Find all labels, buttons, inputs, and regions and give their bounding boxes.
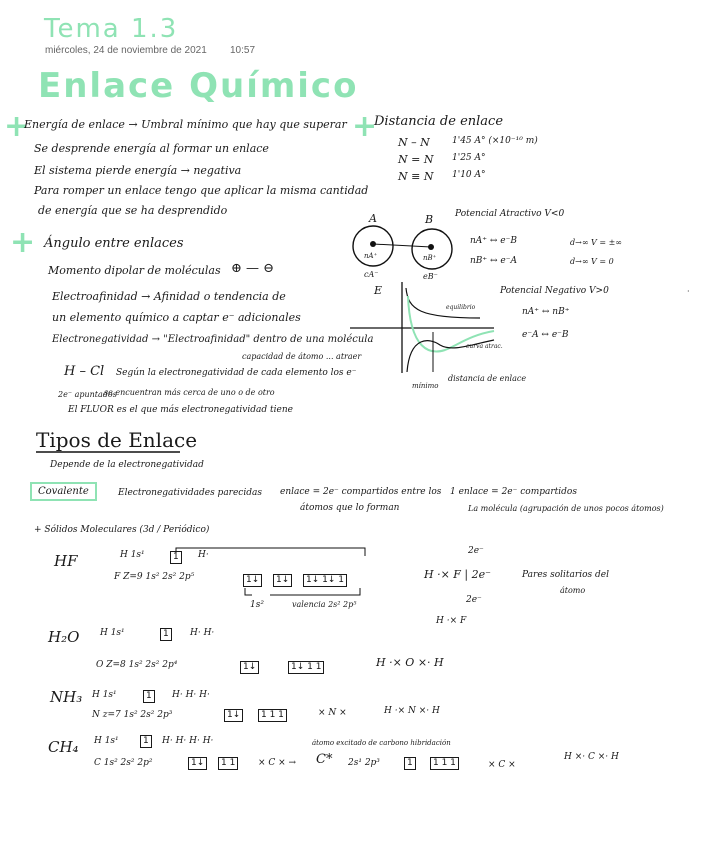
- note-line: Según la electronegatividad de cada elemento los e⁻: [116, 368, 357, 378]
- config-line: H·: [198, 550, 209, 560]
- config-line: H· H· H· H·: [162, 736, 214, 746]
- covalente-box: Covalente: [30, 482, 97, 501]
- lewis-label: 2e⁻: [468, 546, 484, 556]
- note-line: El FLUOR es el que más electronegatividad tiene: [68, 405, 293, 415]
- orbital-box: 1 1 1: [258, 709, 287, 722]
- graph-label: equilibrio: [446, 304, 476, 311]
- note-line: Energía de enlace → Umbral mínimo que hay que superar: [24, 118, 347, 131]
- note-line: Se desprende energía al formar un enlace: [34, 142, 269, 155]
- bond-value: 1'25 A°: [452, 153, 486, 163]
- section-heading: Tipos de Enlace: [36, 428, 198, 452]
- config-line: H 1s¹: [94, 736, 119, 746]
- graph-axis-label: E: [374, 284, 383, 297]
- atom-label: A: [369, 212, 377, 225]
- electron-label: cA⁻: [364, 270, 379, 279]
- lewis-structure: H ·× N ×· H: [384, 706, 440, 716]
- graph-label: distancia de enlace: [448, 374, 527, 383]
- config-line: C 1s² 2s² 2p²: [94, 758, 153, 768]
- atom-label: B: [425, 213, 434, 226]
- orbital-box: 1: [404, 757, 416, 770]
- note-line: Para romper un enlace tengo que aplicar la misma cantidad: [34, 184, 369, 197]
- orbital-box: 1↓ 1 1: [288, 661, 324, 674]
- page-title: Tema 1.3: [44, 14, 179, 44]
- page-subtitle: Enlace Químico: [38, 66, 359, 106]
- plus-marker: +: [10, 225, 36, 260]
- note-line: Momento dipolar de moléculas: [48, 264, 221, 277]
- note-heading: Distancia de enlace: [374, 114, 504, 129]
- orbital-box: 1: [160, 628, 172, 641]
- orbital-box: 1↓: [240, 661, 259, 674]
- config-line: O Z=8 1s² 2s² 2p⁴: [96, 660, 178, 670]
- bond-label: N ≡ N: [398, 170, 434, 183]
- bond-value: 1'45 A° (×10⁻¹⁰ m): [452, 136, 538, 146]
- config-line: H· H·: [190, 628, 215, 638]
- config-line: H 1s¹: [120, 550, 145, 560]
- orbital-box: 1: [140, 735, 152, 748]
- molecule-label: NH₃: [50, 688, 83, 706]
- note-line: d→∞ V = 0: [570, 257, 614, 266]
- config-line: H 1s¹: [100, 628, 125, 638]
- config-line: H· H· H·: [172, 690, 210, 700]
- note-line: capacidad de átomo ... atraer: [242, 352, 362, 361]
- orbital-box: 1↓ 1↓ 1: [303, 574, 347, 587]
- orbital-box: 1 1 1: [430, 757, 459, 770]
- lewis-structure: × C ×: [488, 760, 516, 770]
- note-line: se encuentran más cerca de uno o de otro: [104, 388, 275, 397]
- dipole-symbol: ⊕ — ⊖: [231, 261, 275, 276]
- molecule-label: CH₄: [48, 738, 79, 756]
- note-line: e⁻A ↔ e⁻B: [522, 330, 569, 340]
- lewis-structure: H ·× O ×· H: [376, 656, 444, 669]
- note-time: 10:57: [230, 45, 256, 56]
- config-line: 2s¹ 2p³: [348, 758, 380, 768]
- note-line: 2e⁻ apuntados: [58, 390, 117, 399]
- bond-value: 1'10 A°: [452, 170, 486, 180]
- orbital-box: 1 1: [218, 757, 238, 770]
- note-heading: Potencial Atractivo V<0: [455, 209, 565, 219]
- orbital-box: 1↓: [224, 709, 243, 722]
- note-line: + Sólidos Moleculares (3d / Periódico): [34, 525, 210, 535]
- config-line: N z=7 1s² 2s² 2p³: [92, 710, 173, 720]
- note-line: Pares solitarios del: [522, 570, 609, 580]
- lewis-structure: H ·× F: [436, 616, 467, 626]
- bond-label: N = N: [398, 153, 434, 166]
- nucleus-label: nB⁺: [423, 254, 437, 262]
- orbital-box: 1↓: [273, 574, 292, 587]
- note-date: miércoles, 24 de noviembre de 2021: [45, 45, 207, 56]
- orbital-box: 1: [170, 551, 182, 564]
- plus-marker: +: [352, 109, 378, 144]
- note-line: H – Cl: [64, 364, 105, 379]
- bond-label: N – N: [398, 136, 430, 149]
- graph-label: mínimo: [412, 382, 439, 390]
- molecule-label: HF: [54, 552, 78, 570]
- lewis-structure: × N ×: [318, 708, 347, 718]
- note-line: La molécula (agrupación de unos pocos átomos): [468, 504, 664, 513]
- lewis-structure: H ·× F | 2e⁻: [424, 568, 491, 581]
- note-line: de energía que se ha desprendido: [38, 204, 228, 217]
- note-line: enlace = 2e⁻ compartidos entre los: [280, 487, 442, 497]
- orbital-box: 1↓: [188, 757, 207, 770]
- graph-label: curva atrac.: [466, 343, 503, 350]
- dot-mark: ·: [687, 287, 690, 296]
- molecule-label: H₂O: [48, 628, 80, 646]
- config-line: H 1s¹: [92, 690, 117, 700]
- note-line: un elemento químico a captar e⁻ adicionales: [52, 311, 301, 324]
- electron-label: eB⁻: [423, 272, 438, 281]
- note-line: átomo: [560, 586, 586, 595]
- config-line: F Z=9 1s² 2s² 2p⁵: [114, 572, 195, 582]
- note-line: nA⁺ ↔ nB⁺: [522, 307, 570, 317]
- note-line: nA⁺ ↔ e⁻B: [470, 236, 517, 246]
- orbital-box: 1: [143, 690, 155, 703]
- note-line: Electronegatividades parecidas: [118, 488, 262, 498]
- note-line: átomo excitado de carbono hibridación: [312, 739, 451, 747]
- note-heading: Ángulo entre enlaces: [44, 236, 184, 251]
- config-line: 1s²: [250, 600, 264, 610]
- lewis-label: 2e⁻: [466, 595, 482, 605]
- note-line: 1 enlace = 2e⁻ compartidos: [450, 487, 577, 497]
- note-line: Depende de la electronegatividad: [50, 460, 204, 470]
- orbital-box: 1↓: [243, 574, 262, 587]
- note-line: Electroafinidad → Afinidad o tendencia de: [52, 290, 286, 303]
- note-line: d→∞ V = ±∞: [570, 238, 622, 247]
- note-line: nB⁺ ↔ e⁻A: [470, 256, 517, 266]
- plus-marker: +: [4, 109, 30, 144]
- note-line: átomos que lo forman: [300, 503, 400, 513]
- config-line: C*: [316, 752, 333, 767]
- config-line: × C × →: [258, 758, 297, 768]
- lewis-structure: H ×· C ×· H: [564, 752, 619, 762]
- config-line: valencia 2s² 2p⁵: [292, 600, 357, 609]
- note-line: Electronegatividad → "Electroafinidad" dentro de una molécula: [52, 334, 374, 345]
- nucleus-label: nA⁺: [364, 252, 378, 260]
- note-line: El sistema pierde energía → negativa: [34, 164, 242, 177]
- note-heading: Potencial Negativo V>0: [500, 286, 609, 296]
